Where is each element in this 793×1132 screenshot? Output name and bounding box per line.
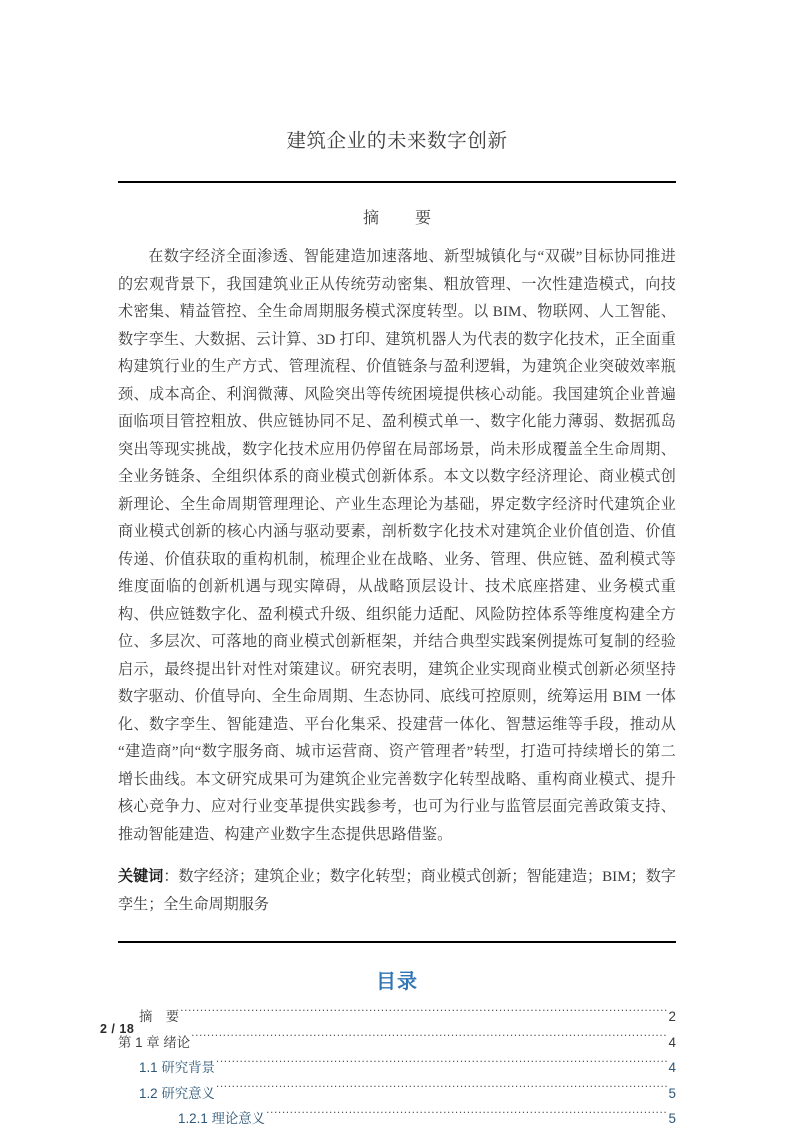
toc-entry[interactable]: [118, 1004, 676, 1030]
toc-entry-label: 摘 要: [139, 1009, 180, 1025]
toc-leader-dots: [216, 1059, 668, 1072]
toc-list: [118, 1004, 676, 1132]
toc-entry-page: 5: [668, 1085, 676, 1101]
keywords-line: [118, 864, 676, 919]
toc-entry-label: 1.2.1 理论意义: [178, 1111, 266, 1127]
toc-entry-label: 1.1 研究背景: [139, 1060, 215, 1076]
toc-entry-label: 1.2 研究意义: [139, 1085, 215, 1101]
toc-entry-label: 第 1 章 绪论: [118, 1034, 191, 1050]
title-divider-rule: [118, 181, 676, 183]
toc-entry[interactable]: [118, 1055, 676, 1081]
keywords-values: 数字经济；建筑企业；数字化转型；商业模式创新；智能建造；BIM；数字孪生；全生命周期服务: [118, 869, 676, 913]
toc-entry-page: 2: [668, 1009, 676, 1025]
toc-title: 目录: [376, 971, 418, 994]
toc-entry-page: 5: [668, 1111, 676, 1127]
toc-leader-dots: [216, 1085, 668, 1098]
abstract-heading: 摘 要: [362, 210, 441, 228]
page-number-footer: 2 / 18: [100, 1022, 135, 1036]
keywords-label: 关键词: [118, 869, 164, 886]
toc-leader-dots: [180, 1008, 667, 1021]
page-title: 建筑企业的未来数字创新: [286, 131, 508, 152]
toc-entry[interactable]: [118, 1081, 676, 1107]
toc-leader-dots: [191, 1034, 667, 1047]
toc-entry[interactable]: [118, 1030, 676, 1056]
abstract-body: 在数字经济全面渗透、智能建造加速落地、新型城镇化与“双碳”目标协同推进的宏观背景下，我国建筑业正从传统劳动密集、粗放管理、一次性建造模式，向技术密集、精益管控、全生命周期服务模式深度转型。以 BIM、物联网、人工智能、数字孪生、大数据、云计算、3D 打印、建筑机器人为代表的数字化技术，正全面重构建筑行业的生产方式、管理流程、价值链条与盈利逻辑，为建筑企业突破效率瓶颈、成本高企、利润微薄、风险突出等传统困境提供核心动能。我国建筑企业普遍面临项目管控粗放、供应链协同不足、盈利模式单一、数字化能力薄弱、数据孤岛突出等现实挑战，数字化技术应用仍停留在局部场景，尚未形成覆盖全生命周期、全业务链条、全组织体系的商业模式创新体系。本文以数字经济理论、商业模式创新理论、全生命周期管理理论、产业生态理论为基础，界定数字经济时代建筑企业商业模式创新的核心内涵与驱动要素，剖析数字化技术对建筑企业价值创造、价值传递、价值获取的重构机制，梳理企业在战略、业务、管理、供应链、盈利模式等维度面临的创新机遇与现实障碍，从战略顶层设计、技术底座搭建、业务模式重构、供应链数字化、盈利模式升级、组织能力适配、风险防控体系等维度构建全方位、多层次、可落地的商业模式创新框架，并结合典型实践案例提炼可复制的经验启示，最终提出针对性对策建议。研究表明，建筑企业实现商业模式创新必须坚持数字驱动、价值导向、全生命周期、生态协同、底线可控原则，统筹运用 BIM 一体化、数字孪生、智能建造、平台化集采、投建营一体化、智慧运维等手段，推动从“建造商”向“数字服务商、城市运营商、资产管理者”转型，打造可持续增长的第二增长曲线。本文研究成果可为建筑企业完善数字化转型战略、重构商业模式、提升核心竞争力、应对行业变革提供实践参考，也可为行业与监管层面完善政策支持、推动智能建造、构建产业数字生态提供思路借鉴。: [118, 249, 676, 843]
page-content: [118, 0, 676, 1132]
toc-leader-dots: [266, 1110, 667, 1123]
toc-entry-page: 4: [668, 1060, 676, 1076]
toc-entry[interactable]: [118, 1106, 676, 1132]
toc-entry-page: 4: [668, 1034, 676, 1050]
keywords-separator: ：: [163, 869, 179, 886]
toc-divider-rule: [118, 941, 676, 943]
